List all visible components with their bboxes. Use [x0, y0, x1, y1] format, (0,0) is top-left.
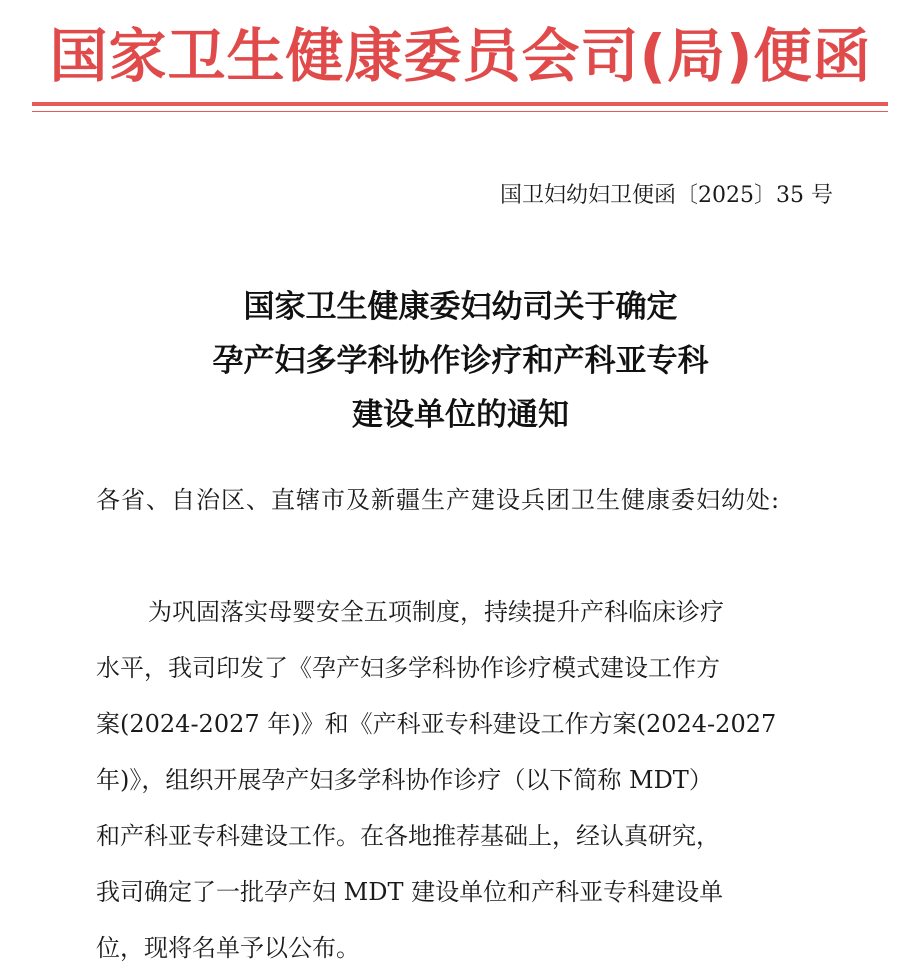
body-line: 我司确定了一批孕产妇 MDT 建设单位和产科亚专科建设单	[96, 878, 724, 906]
letterhead-divider-thick	[32, 102, 888, 106]
document-title-line: 建设单位的通知	[352, 397, 569, 433]
body-line: 年)》，组织开展孕产妇多学科协作诊疗（以下简称 MDT）	[96, 766, 713, 794]
body-line: 案(2024-2027 年)》和《产科亚专科建设工作方案(2024-2027	[96, 710, 777, 738]
document-number: 国卫妇幼妇卫便函〔2025〕35 号	[500, 183, 833, 208]
body-line: 水平，我司印发了《孕产妇多学科协作诊疗模式建设工作方	[96, 654, 720, 682]
document-title	[0, 280, 921, 442]
document-title-line: 国家卫生健康委妇幼司关于确定	[243, 289, 678, 325]
body-line: 和产科亚专科建设工作。在各地推荐基础上，经认真研究，	[96, 822, 720, 850]
salutation: 各省、自治区、直辖市及新疆生产建设兵团卫生健康委妇幼处:	[96, 486, 781, 514]
letterhead-title: 国家卫生健康委员会司(局)便函	[49, 22, 872, 90]
letterhead-divider-thin	[32, 111, 888, 112]
body-paragraph	[96, 584, 836, 976]
body-line: 位，现将名单予以公布。	[96, 934, 360, 962]
document-title-line: 孕产妇多学科协作诊疗和产科亚专科	[212, 343, 709, 379]
body-line: 为巩固落实母婴安全五项制度，持续提升产科临床诊疗	[148, 598, 724, 626]
